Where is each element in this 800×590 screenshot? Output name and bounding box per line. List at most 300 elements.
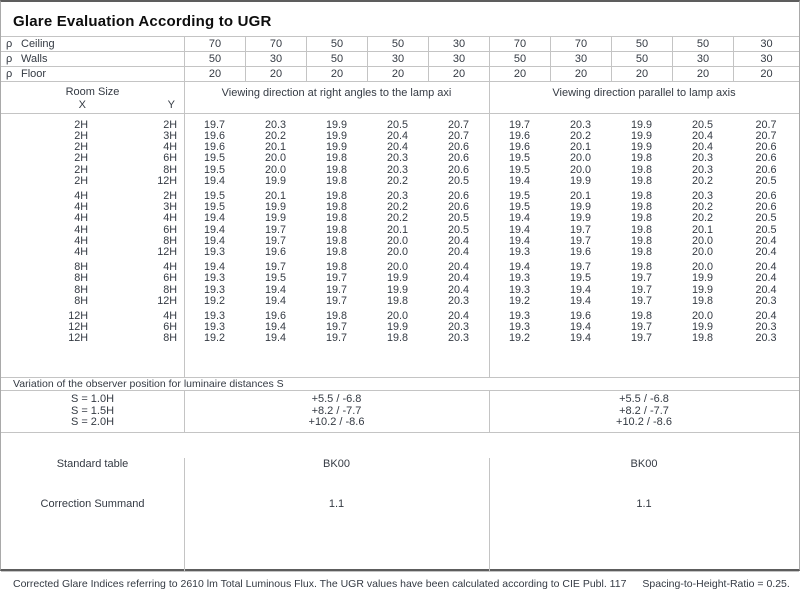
reflectance-surface-name: Walls bbox=[21, 53, 48, 65]
ugr-value-parallel: 20.3 bbox=[755, 321, 777, 334]
ugr-value-right-angles: 19.7 bbox=[325, 321, 347, 334]
ugr-value-parallel: 19.2 bbox=[508, 294, 530, 307]
ugr-row bbox=[1, 273, 799, 284]
ugr-value-right-angles: 19.8 bbox=[325, 189, 347, 202]
ugr-value-parallel: 20.3 bbox=[691, 152, 713, 165]
ugr-value-parallel: 20.3 bbox=[755, 294, 777, 307]
ugr-value-right-angles: 19.9 bbox=[325, 129, 347, 142]
ugr-row bbox=[1, 176, 799, 187]
ugr-value-parallel: 19.5 bbox=[508, 201, 530, 214]
standard-table-value-right-angles: BK00 bbox=[323, 458, 350, 470]
ugr-value-parallel: 19.9 bbox=[569, 174, 591, 187]
ugr-value-parallel: 19.6 bbox=[569, 309, 591, 322]
ugr-value-parallel: 20.6 bbox=[755, 189, 777, 202]
ugr-value-right-angles: 19.9 bbox=[325, 118, 347, 131]
ugr-value-right-angles: 19.8 bbox=[325, 212, 347, 225]
ugr-value-parallel: 20.4 bbox=[755, 246, 777, 259]
reflectance-value: 70 bbox=[245, 37, 306, 51]
ugr-value-parallel: 19.8 bbox=[691, 332, 713, 345]
ugr-value-parallel: 19.9 bbox=[569, 212, 591, 225]
ugr-value-parallel: 19.3 bbox=[508, 246, 530, 259]
x-column-label: X bbox=[78, 99, 86, 111]
room-size-y: 4H bbox=[163, 309, 177, 322]
ugr-value-parallel: 19.4 bbox=[569, 294, 591, 307]
room-size-y: 2H bbox=[163, 189, 177, 202]
ugr-value-parallel: 20.4 bbox=[755, 234, 777, 247]
room-size-y: 8H bbox=[163, 332, 177, 345]
ugr-value-parallel: 20.7 bbox=[755, 118, 777, 131]
ugr-value-right-angles: 19.9 bbox=[264, 212, 286, 225]
ugr-data-area bbox=[1, 114, 799, 378]
ugr-value-parallel: 20.3 bbox=[691, 163, 713, 176]
reflectance-surface-name: Ceiling bbox=[21, 38, 55, 50]
ugr-value-parallel: 19.9 bbox=[691, 283, 713, 296]
ugr-value-parallel: 19.5 bbox=[508, 152, 530, 165]
reflectance-label bbox=[1, 67, 184, 81]
variation-row bbox=[1, 394, 799, 406]
ugr-value-parallel: 20.3 bbox=[569, 118, 591, 131]
ugr-value-right-angles: 19.4 bbox=[264, 321, 286, 334]
divider-sections bbox=[489, 458, 490, 571]
ugr-value-right-angles: 19.7 bbox=[325, 272, 347, 285]
ugr-value-right-angles: 19.5 bbox=[203, 201, 225, 214]
ugr-row bbox=[1, 153, 799, 164]
ugr-value-right-angles: 20.0 bbox=[386, 246, 408, 259]
ugr-value-right-angles: 20.4 bbox=[386, 141, 408, 154]
ugr-value-parallel: 20.6 bbox=[755, 163, 777, 176]
variation-value-parallel: +10.2 / -8.6 bbox=[616, 416, 672, 428]
ugr-value-right-angles: 19.8 bbox=[325, 234, 347, 247]
reflectance-label bbox=[1, 52, 184, 66]
reflectance-value: 30 bbox=[428, 37, 489, 51]
ugr-value-right-angles: 20.2 bbox=[386, 212, 408, 225]
reflectance-value: 20 bbox=[367, 67, 428, 81]
ugr-value-parallel: 19.4 bbox=[508, 174, 530, 187]
ugr-value-right-angles: 20.1 bbox=[386, 223, 408, 236]
correction-summand-row bbox=[1, 498, 799, 510]
reflectance-value: 50 bbox=[611, 37, 672, 51]
ugr-value-right-angles: 20.3 bbox=[386, 163, 408, 176]
reflectance-value: 20 bbox=[489, 67, 550, 81]
ugr-value-parallel: 19.9 bbox=[630, 129, 652, 142]
ugr-value-right-angles: 19.5 bbox=[264, 272, 286, 285]
reflectance-value: 50 bbox=[367, 37, 428, 51]
divider-sections bbox=[489, 114, 490, 377]
ugr-value-right-angles: 19.7 bbox=[203, 118, 225, 131]
ugr-value-parallel: 19.8 bbox=[630, 201, 652, 214]
ugr-value-parallel: 20.4 bbox=[755, 309, 777, 322]
ugr-value-right-angles: 20.6 bbox=[447, 163, 469, 176]
ugr-value-parallel: 20.5 bbox=[755, 223, 777, 236]
ugr-value-right-angles: 19.6 bbox=[264, 246, 286, 259]
ugr-value-parallel: 19.7 bbox=[630, 321, 652, 334]
ugr-value-parallel: 20.5 bbox=[755, 174, 777, 187]
ugr-block bbox=[1, 311, 799, 345]
ugr-value-parallel: 19.9 bbox=[691, 272, 713, 285]
reflectance-value: 50 bbox=[184, 52, 245, 66]
ugr-value-parallel: 19.5 bbox=[508, 189, 530, 202]
ugr-value-parallel: 20.6 bbox=[755, 201, 777, 214]
ugr-value-parallel: 20.4 bbox=[691, 141, 713, 154]
correction-summand-value-parallel: 1.1 bbox=[636, 498, 652, 510]
ugr-value-right-angles: 19.8 bbox=[325, 152, 347, 165]
ugr-value-right-angles: 20.0 bbox=[264, 152, 286, 165]
room-size-x: 4H bbox=[74, 212, 88, 225]
ugr-value-right-angles: 19.4 bbox=[203, 174, 225, 187]
ugr-value-right-angles: 19.8 bbox=[325, 201, 347, 214]
ugr-value-parallel: 19.3 bbox=[508, 272, 530, 285]
room-size-x: 12H bbox=[68, 309, 88, 322]
variation-row bbox=[1, 417, 799, 429]
ugr-value-right-angles: 20.5 bbox=[447, 212, 469, 225]
ugr-row bbox=[1, 247, 799, 258]
y-column-label: Y bbox=[167, 99, 175, 111]
ugr-value-right-angles: 19.8 bbox=[386, 332, 408, 345]
variation-label: Variation of the observer position for luminaire distances S bbox=[1, 378, 799, 391]
ugr-value-right-angles: 19.9 bbox=[264, 174, 286, 187]
reflectance-value: 50 bbox=[306, 52, 367, 66]
ugr-value-right-angles: 20.5 bbox=[386, 118, 408, 131]
reflectance-value: 20 bbox=[306, 67, 367, 81]
ugr-value-right-angles: 20.4 bbox=[447, 309, 469, 322]
ugr-value-right-angles: 19.8 bbox=[325, 163, 347, 176]
ugr-value-right-angles: 19.8 bbox=[386, 294, 408, 307]
right-angles-section-header: Viewing direction at right angles to the lamp axi bbox=[221, 87, 452, 99]
ugr-value-parallel: 20.0 bbox=[691, 261, 713, 274]
ugr-value-parallel: 19.8 bbox=[630, 212, 652, 225]
reflectance-row bbox=[1, 67, 799, 82]
ugr-value-parallel: 20.7 bbox=[755, 129, 777, 142]
divider-labels bbox=[184, 458, 185, 571]
ugr-value-right-angles: 19.6 bbox=[203, 129, 225, 142]
room-size-x: 8H bbox=[74, 261, 88, 274]
ugr-value-right-angles: 20.3 bbox=[264, 118, 286, 131]
ugr-value-right-angles: 19.7 bbox=[264, 234, 286, 247]
ugr-value-right-angles: 19.4 bbox=[203, 212, 225, 225]
table-header bbox=[1, 82, 799, 114]
ugr-value-right-angles: 19.4 bbox=[203, 261, 225, 274]
reflectance-value: 20 bbox=[184, 67, 245, 81]
ugr-value-right-angles: 19.3 bbox=[203, 309, 225, 322]
ugr-value-parallel: 20.3 bbox=[755, 332, 777, 345]
room-size-x: 12H bbox=[68, 321, 88, 334]
ugr-value-parallel: 20.0 bbox=[691, 234, 713, 247]
ugr-value-parallel: 20.2 bbox=[691, 174, 713, 187]
reflectance-value: 20 bbox=[550, 67, 611, 81]
ugr-value-right-angles: 20.2 bbox=[386, 174, 408, 187]
ugr-value-parallel: 20.4 bbox=[755, 283, 777, 296]
ugr-value-parallel: 20.6 bbox=[755, 141, 777, 154]
ugr-value-parallel: 19.9 bbox=[691, 321, 713, 334]
rho-symbol: ρ bbox=[6, 53, 13, 65]
ugr-value-right-angles: 19.4 bbox=[264, 294, 286, 307]
ugr-value-right-angles: 20.5 bbox=[447, 174, 469, 187]
room-size-x: 4H bbox=[74, 189, 88, 202]
xy-labels bbox=[1, 99, 184, 112]
reflectance-value: 30 bbox=[672, 52, 733, 66]
ugr-value-parallel: 20.6 bbox=[755, 152, 777, 165]
ugr-value-right-angles: 19.3 bbox=[203, 246, 225, 259]
ugr-value-right-angles: 19.6 bbox=[203, 141, 225, 154]
summary-section bbox=[1, 458, 799, 572]
room-size-x: 2H bbox=[74, 118, 88, 131]
ugr-value-right-angles: 19.3 bbox=[203, 272, 225, 285]
ugr-value-right-angles: 20.4 bbox=[447, 234, 469, 247]
divider-sections bbox=[489, 391, 490, 432]
footer-text: Corrected Glare Indices referring to 2610 lm Total Luminous Flux. The UGR values have been calculated according to CIE Publ. 117 bbox=[13, 578, 627, 590]
footer-note bbox=[1, 572, 799, 590]
ugr-value-parallel: 20.1 bbox=[569, 141, 591, 154]
variation-value-right-angles: +10.2 / -8.6 bbox=[308, 416, 365, 428]
ugr-value-parallel: 20.4 bbox=[755, 261, 777, 274]
ugr-value-parallel: 19.4 bbox=[569, 283, 591, 296]
room-size-y: 2H bbox=[163, 118, 177, 131]
ugr-value-parallel: 19.9 bbox=[630, 141, 652, 154]
ugr-value-right-angles: 20.7 bbox=[447, 118, 469, 131]
ugr-value-parallel: 20.4 bbox=[755, 272, 777, 285]
rho-symbol: ρ bbox=[6, 68, 13, 80]
reflectance-row bbox=[1, 37, 799, 52]
reflectance-value: 20 bbox=[733, 67, 799, 81]
divider-labels bbox=[184, 391, 185, 432]
ugr-value-right-angles: 20.3 bbox=[386, 189, 408, 202]
ugr-value-parallel: 19.8 bbox=[630, 246, 652, 259]
ugr-value-parallel: 20.2 bbox=[691, 201, 713, 214]
reflectance-value: 30 bbox=[245, 52, 306, 66]
ugr-value-right-angles: 20.0 bbox=[264, 163, 286, 176]
ugr-value-right-angles: 19.2 bbox=[203, 294, 225, 307]
ugr-value-right-angles: 20.0 bbox=[386, 309, 408, 322]
reflectance-table bbox=[1, 37, 799, 82]
luminaire-distance-label: S = 1.0H bbox=[70, 393, 115, 405]
ugr-value-right-angles: 20.3 bbox=[447, 321, 469, 334]
ugr-value-parallel: 19.8 bbox=[630, 152, 652, 165]
ugr-value-parallel: 19.2 bbox=[508, 332, 530, 345]
ugr-value-parallel: 20.2 bbox=[691, 212, 713, 225]
ugr-value-parallel: 20.3 bbox=[691, 189, 713, 202]
ugr-value-right-angles: 19.7 bbox=[325, 294, 347, 307]
ugr-value-right-angles: 20.4 bbox=[447, 246, 469, 259]
luminaire-distance-label: S = 2.0H bbox=[70, 416, 115, 428]
ugr-value-parallel: 20.5 bbox=[691, 118, 713, 131]
ugr-value-right-angles: 19.9 bbox=[386, 272, 408, 285]
reflectance-value: 30 bbox=[733, 52, 799, 66]
luminaire-distance-label: S = 1.5H bbox=[70, 404, 115, 417]
ugr-value-right-angles: 19.5 bbox=[203, 163, 225, 176]
ugr-value-parallel: 20.0 bbox=[691, 246, 713, 259]
ugr-value-right-angles: 19.4 bbox=[203, 234, 225, 247]
ugr-value-parallel: 19.3 bbox=[508, 309, 530, 322]
reflectance-value: 20 bbox=[672, 67, 733, 81]
ugr-value-parallel: 19.6 bbox=[569, 246, 591, 259]
ugr-value-parallel: 19.7 bbox=[630, 294, 652, 307]
ugr-value-right-angles: 20.2 bbox=[386, 201, 408, 214]
room-size-x: 2H bbox=[74, 141, 88, 154]
ugr-value-parallel: 19.7 bbox=[508, 118, 530, 131]
standard-table-row bbox=[1, 458, 799, 470]
ugr-value-right-angles: 19.7 bbox=[325, 283, 347, 296]
ugr-value-parallel: 20.5 bbox=[755, 212, 777, 225]
variation-row bbox=[1, 406, 799, 418]
ugr-value-parallel: 19.6 bbox=[508, 141, 530, 154]
room-size-y: 6H bbox=[163, 223, 177, 236]
room-size-y: 12H bbox=[157, 246, 177, 259]
ugr-value-parallel: 19.9 bbox=[569, 201, 591, 214]
ugr-value-right-angles: 19.7 bbox=[264, 261, 286, 274]
reflectance-value: 50 bbox=[672, 37, 733, 51]
ugr-value-right-angles: 19.8 bbox=[325, 174, 347, 187]
ugr-value-right-angles: 20.6 bbox=[447, 189, 469, 202]
room-size-header bbox=[1, 86, 184, 112]
ugr-value-right-angles: 20.6 bbox=[447, 152, 469, 165]
reflectance-value: 30 bbox=[550, 52, 611, 66]
correction-summand-label: Correction Summand bbox=[40, 498, 145, 510]
reflectance-value: 30 bbox=[733, 37, 799, 51]
room-size-x: 2H bbox=[74, 163, 88, 176]
room-size-x: 4H bbox=[74, 234, 88, 247]
room-size-y: 8H bbox=[163, 234, 177, 247]
ugr-value-right-angles: 20.5 bbox=[447, 223, 469, 236]
variation-table bbox=[1, 391, 799, 433]
reflectance-value: 70 bbox=[489, 37, 550, 51]
ugr-value-parallel: 19.7 bbox=[630, 272, 652, 285]
room-size-y: 4H bbox=[163, 261, 177, 274]
standard-table-value-parallel: BK00 bbox=[630, 458, 658, 470]
ugr-value-parallel: 19.4 bbox=[508, 234, 530, 247]
ugr-value-parallel: 19.3 bbox=[508, 321, 530, 334]
ugr-value-right-angles: 20.1 bbox=[264, 141, 286, 154]
reflectance-value: 50 bbox=[306, 37, 367, 51]
ugr-value-right-angles: 19.2 bbox=[203, 332, 225, 345]
ugr-value-right-angles: 19.5 bbox=[203, 152, 225, 165]
ugr-value-right-angles: 20.3 bbox=[386, 152, 408, 165]
ugr-value-right-angles: 19.8 bbox=[325, 223, 347, 236]
ugr-value-parallel: 19.4 bbox=[508, 223, 530, 236]
ugr-value-parallel: 19.4 bbox=[508, 261, 530, 274]
ugr-value-right-angles: 20.4 bbox=[447, 272, 469, 285]
ugr-value-right-angles: 20.1 bbox=[264, 189, 286, 202]
ugr-value-right-angles: 19.7 bbox=[264, 223, 286, 236]
ugr-value-right-angles: 19.8 bbox=[325, 309, 347, 322]
room-size-x: 8H bbox=[74, 272, 88, 285]
room-size-y: 3H bbox=[163, 201, 177, 214]
room-size-y: 6H bbox=[163, 272, 177, 285]
ugr-value-right-angles: 19.4 bbox=[264, 332, 286, 345]
room-size-x: 2H bbox=[74, 174, 88, 187]
ugr-value-parallel: 20.2 bbox=[569, 129, 591, 142]
ugr-value-parallel: 19.7 bbox=[569, 223, 591, 236]
ugr-row bbox=[1, 333, 799, 344]
ugr-value-parallel: 19.8 bbox=[630, 189, 652, 202]
ugr-value-right-angles: 20.4 bbox=[386, 129, 408, 142]
room-size-y: 12H bbox=[157, 174, 177, 187]
ugr-value-right-angles: 19.3 bbox=[203, 321, 225, 334]
room-size-y: 12H bbox=[157, 294, 177, 307]
reflectance-value: 20 bbox=[245, 67, 306, 81]
ugr-value-parallel: 19.8 bbox=[630, 234, 652, 247]
ugr-value-parallel: 19.8 bbox=[630, 163, 652, 176]
reflectance-value: 70 bbox=[184, 37, 245, 51]
ugr-value-parallel: 19.8 bbox=[630, 223, 652, 236]
ugr-value-parallel: 19.9 bbox=[630, 118, 652, 131]
room-size-x: 8H bbox=[74, 294, 88, 307]
reflectance-row bbox=[1, 52, 799, 67]
divider-labels bbox=[184, 114, 185, 377]
room-size-x: 12H bbox=[68, 332, 88, 345]
ugr-value-right-angles: 20.3 bbox=[447, 332, 469, 345]
ugr-value-right-angles: 19.8 bbox=[325, 246, 347, 259]
ugr-value-right-angles: 20.4 bbox=[447, 261, 469, 274]
ugr-value-parallel: 19.5 bbox=[569, 272, 591, 285]
reflectance-surface-name: Floor bbox=[21, 68, 47, 80]
ugr-value-parallel: 19.3 bbox=[508, 283, 530, 296]
ugr-value-right-angles: 19.9 bbox=[325, 141, 347, 154]
ugr-value-parallel: 20.0 bbox=[569, 163, 591, 176]
reflectance-value: 20 bbox=[611, 67, 672, 81]
ugr-value-parallel: 19.8 bbox=[630, 261, 652, 274]
ugr-value-parallel: 19.5 bbox=[508, 163, 530, 176]
room-size-y: 4H bbox=[163, 212, 177, 225]
ugr-value-parallel: 19.4 bbox=[569, 332, 591, 345]
reflectance-label bbox=[1, 37, 184, 51]
ugr-value-right-angles: 19.6 bbox=[264, 309, 286, 322]
reflectance-value: 70 bbox=[550, 37, 611, 51]
ugr-value-right-angles: 20.3 bbox=[447, 294, 469, 307]
ugr-value-parallel: 20.0 bbox=[691, 309, 713, 322]
ugr-block bbox=[1, 191, 799, 259]
ugr-value-parallel: 19.7 bbox=[569, 261, 591, 274]
ugr-value-parallel: 19.8 bbox=[630, 174, 652, 187]
correction-summand-value-right-angles: 1.1 bbox=[328, 498, 345, 510]
ugr-row bbox=[1, 296, 799, 307]
room-size-y: 8H bbox=[163, 283, 177, 296]
ugr-block bbox=[1, 120, 799, 188]
room-size-x: 8H bbox=[74, 283, 88, 296]
room-size-x: 4H bbox=[74, 246, 88, 259]
page-title: Glare Evaluation According to UGR bbox=[1, 2, 799, 37]
room-size-x: 2H bbox=[74, 129, 88, 142]
ugr-value-parallel: 19.7 bbox=[569, 234, 591, 247]
room-size-y: 8H bbox=[163, 163, 177, 176]
standard-table-label: Standard table bbox=[56, 458, 129, 470]
variation-value-right-angles: +8.2 / -7.7 bbox=[311, 404, 362, 417]
ugr-value-right-angles: 19.8 bbox=[325, 261, 347, 274]
reflectance-value: 50 bbox=[489, 52, 550, 66]
ugr-value-right-angles: 20.4 bbox=[447, 283, 469, 296]
ugr-value-right-angles: 19.4 bbox=[203, 223, 225, 236]
reflectance-value: 50 bbox=[611, 52, 672, 66]
ugr-value-right-angles: 19.9 bbox=[386, 321, 408, 334]
reflectance-value: 20 bbox=[428, 67, 489, 81]
ugr-value-parallel: 19.4 bbox=[508, 212, 530, 225]
ugr-value-right-angles: 19.9 bbox=[386, 283, 408, 296]
rho-symbol: ρ bbox=[6, 38, 13, 50]
room-size-y: 3H bbox=[163, 129, 177, 142]
room-size-x: 2H bbox=[74, 152, 88, 165]
ugr-value-right-angles: 20.2 bbox=[264, 129, 286, 142]
room-size-x: 4H bbox=[74, 223, 88, 236]
ugr-value-parallel: 19.8 bbox=[630, 309, 652, 322]
ugr-value-right-angles: 19.7 bbox=[325, 332, 347, 345]
variation-value-right-angles: +5.5 / -6.8 bbox=[311, 393, 362, 405]
reflectance-value: 30 bbox=[428, 52, 489, 66]
ugr-value-right-angles: 20.0 bbox=[386, 261, 408, 274]
room-size-y: 6H bbox=[163, 152, 177, 165]
ugr-value-parallel: 20.1 bbox=[569, 189, 591, 202]
ugr-value-parallel: 19.8 bbox=[691, 294, 713, 307]
ugr-value-right-angles: 20.6 bbox=[447, 201, 469, 214]
ugr-value-parallel: 20.4 bbox=[691, 129, 713, 142]
